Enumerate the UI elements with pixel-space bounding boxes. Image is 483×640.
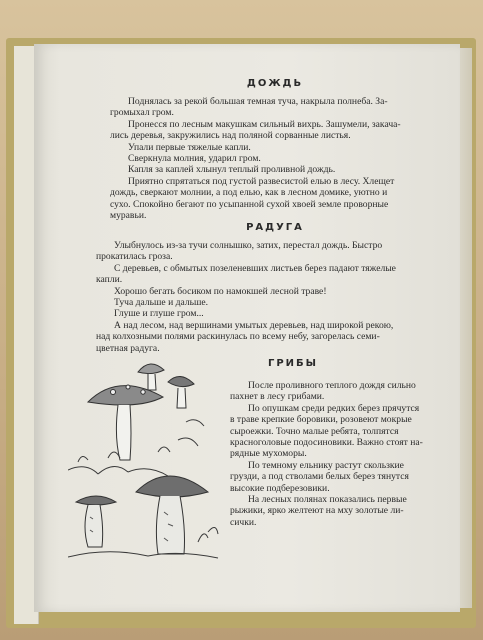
text-line: красноголовые подосиновики. Важно стоят на- [230, 437, 423, 449]
text-line: По темному ельнику растут скользкие [248, 459, 404, 471]
text-line: А над лесом, над вершинами умытых деревьев, над широкой рекою, [114, 319, 394, 331]
text-line: По опушкам среди редких берез прячутся [248, 402, 420, 414]
rain-text [110, 96, 440, 221]
heading-mushrooms: ГРИБЫ [267, 358, 319, 369]
text-line: сички. [230, 516, 257, 528]
text-line: сухо. Спокойно бегают по усыпанной сухой хвоей земле проворные [110, 198, 389, 210]
text-line: рядные мухоморы. [230, 448, 307, 460]
text-line: капли. [96, 274, 123, 286]
rainbow-text [96, 240, 440, 354]
text-line: в траве крепкие боровики, розовеют мокрые [230, 414, 412, 426]
text-line: дождь, сверкают молнии, а под елью, как в лесном домике, уютно и [110, 187, 388, 199]
heading-rain: ДОЖДЬ [246, 78, 304, 89]
text-line: муравьи. [110, 210, 147, 222]
text-line: На лесных полянах показались первые [248, 494, 407, 506]
text-line: грузди, а под стволами белых берез тянутся [230, 471, 409, 483]
text-line: С деревьев, с обмытых позеленевших листьев берез падают тяжелые [114, 262, 396, 274]
text-line: После проливного теплого дождя сильно [248, 380, 416, 391]
text-line: Поднялась за рекой большая темная туча, накрыла полнеба. За- [128, 96, 388, 107]
text-line: Улыбнулось из-за тучи солнышко, затих, перестал дождь. Быстро [114, 240, 383, 251]
text-line: прокатилась гроза. [96, 251, 173, 263]
text-line: сыроежки. Точно малые ребята, толпятся [230, 425, 399, 437]
text-line: рыжики, ярко желтеют на мху золотые ли- [230, 505, 404, 517]
mushrooms-illustration [68, 342, 222, 568]
page-stack-edge [460, 48, 472, 608]
text-line: Туча дальше и дальше. [114, 297, 209, 309]
text-line: лись деревья, закружились над поляной сорванные листья. [110, 130, 351, 142]
text-line: Пронесся по лесным макушкам сильный вихрь. Зашумели, закача- [128, 118, 401, 130]
text-line: Приятно спрятаться под густой развесистой елью в лесу. Хлещет [128, 175, 395, 187]
text-line: громыхал гром. [110, 107, 174, 119]
text-line: Глуше и глуше гром... [114, 308, 204, 320]
boletus-mushroom [76, 476, 208, 554]
text-line: пахнет в лесу грибами. [230, 391, 325, 403]
text-line: высокие подберезовики. [230, 482, 330, 494]
text-line: Хорошо бегать босиком по намокшей лесной траве! [114, 285, 327, 297]
text-line: Сверкнула молния, ударил гром. [128, 153, 261, 165]
text-line: Упали первые тяжелые капли. [128, 141, 251, 153]
mushrooms-text [230, 380, 440, 528]
text-line: над колхозными полями раскинулась по всему небу, загорелась семи- [96, 331, 380, 343]
text-line: Капля за каплей хлынул теплый проливной дождь. [128, 164, 336, 176]
heading-rainbow: РАДУГА [246, 222, 304, 233]
text-line: цветная радуга. [96, 342, 160, 354]
fly-agaric-mushroom [88, 385, 163, 460]
